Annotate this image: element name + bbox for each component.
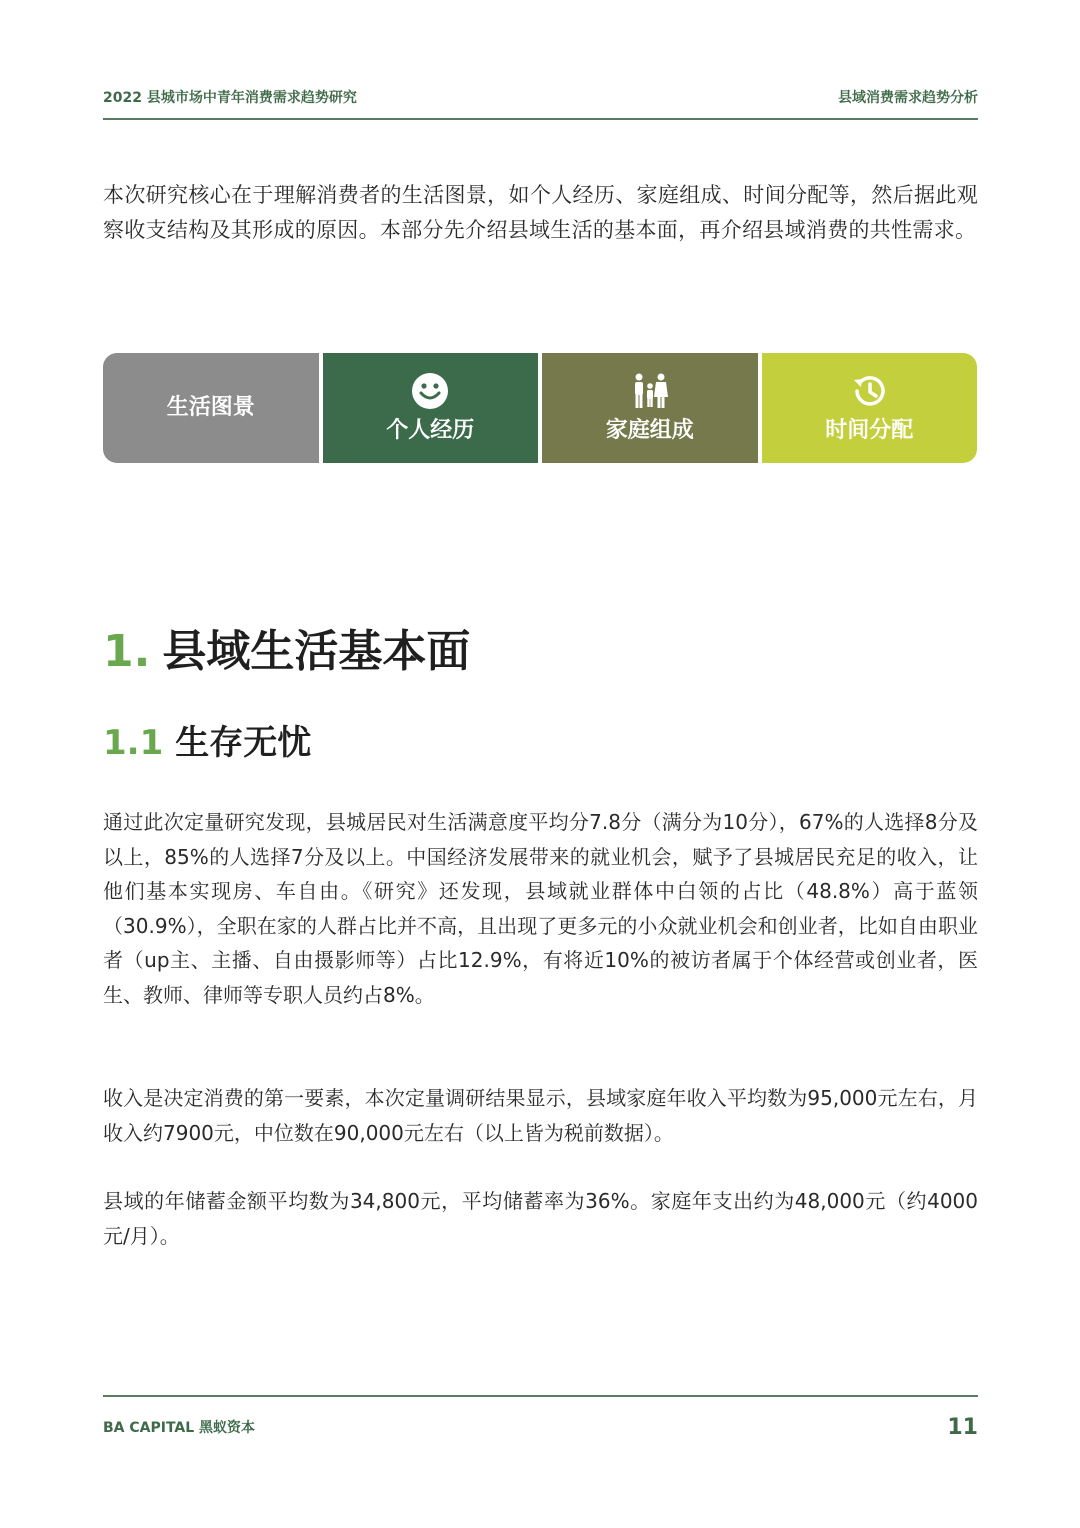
section-heading xyxy=(103,622,470,682)
subsection-number: 1.1 xyxy=(103,723,164,763)
tile-life-picture xyxy=(103,353,319,463)
section-title: 县域生活基本面 xyxy=(162,626,471,677)
tile-time-allocation xyxy=(762,353,978,463)
smiley-icon xyxy=(410,371,450,411)
history-clock-icon xyxy=(849,371,889,411)
page-footer xyxy=(103,1410,978,1444)
page-header xyxy=(103,84,978,110)
subsection-heading xyxy=(103,718,311,768)
tile-family-composition xyxy=(542,353,758,463)
tile-label: 生活图景 xyxy=(166,395,255,420)
brand-name: BA CAPITAL 黑蚁资本 xyxy=(103,1420,256,1436)
section-number: 1. xyxy=(103,626,151,677)
body-paragraph: 收入是决定消费的第一要素，本次定量调研结果显示，县域家庭年收入平均数为95,000元左右，月收入约7900元，中位数在90,000元左右（以上皆为税前数据）。 xyxy=(103,1086,978,1145)
header-divider xyxy=(103,118,978,120)
tile-label: 家庭组成 xyxy=(605,418,694,443)
body-paragraph: 通过此次定量研究发现，县城居民对生活满意度平均分7.8分（满分为10分），67%的人选择8分及以上，85%的人选择7分及以上。中国经济发展带来的就业机会，赋予了县城居民充足的收入，让他们基本实现房、车自由。《研究》还发现，县域就业群体中白领的占比（48.8%）高于蓝领（30.9%），全职在家的人群占比并不高，且出现了更多元的小众就业机会和创业者，比如自由职业者（up主、主播、自由摄影师等）占比12.9%，有将近10%的被访者属于个体经营或创业者，医生、教师、律师等专职人员约占8%。 xyxy=(103,810,978,1007)
report-title: 2022 县城市场中青年消费需求趋势研究 xyxy=(103,90,357,106)
body-paragraph: 县域的年储蓄金额平均数为34,800元，平均储蓄率为36%。家庭年支出约为48,000元（约4000元/月）。 xyxy=(103,1189,978,1248)
tile-label: 时间分配 xyxy=(825,418,914,443)
intro-paragraph: 本次研究核心在于理解消费者的生活图景，如个人经历、家庭组成、时间分配等，然后据此观察收支结构及其形成的原因。本部分先介绍县域生活的基本面，再介绍县域消费的共性需求。 xyxy=(103,183,978,242)
tile-personal-experience xyxy=(323,353,539,463)
page-number: 11 xyxy=(947,1414,978,1440)
tile-label: 个人经历 xyxy=(386,418,475,443)
footer-divider xyxy=(103,1395,978,1397)
chapter-title: 县域消费需求趋势分析 xyxy=(838,90,978,106)
life-picture-tiles xyxy=(103,353,977,463)
family-icon xyxy=(630,371,670,411)
subsection-title: 生存无忧 xyxy=(175,723,312,763)
